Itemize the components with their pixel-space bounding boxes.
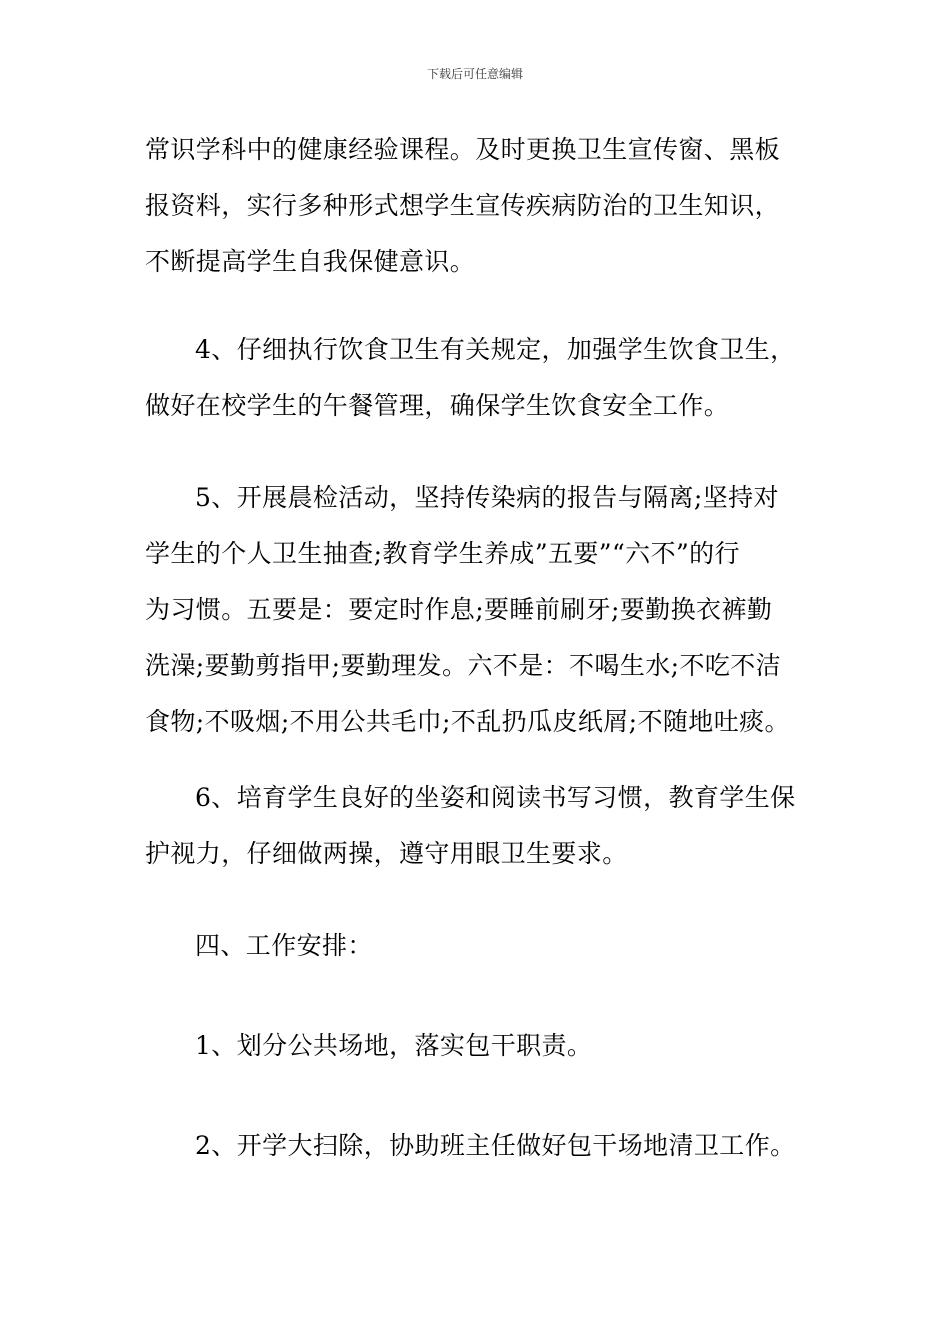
paragraph-line: 报资料，实行多种形式想学生宣传疾病防治的卫生知识， <box>145 191 781 220</box>
paragraph-health-education <box>145 122 810 290</box>
paragraph-item-6 <box>145 770 810 882</box>
paragraph-line: 食物;不吸烟;不用公共毛巾;不乱扔瓜皮纸屑;不随地吐痰。 <box>145 707 790 736</box>
paragraph-line: 常识学科中的健康经验课程。及时更换卫生宣传窗、黑板 <box>145 135 781 164</box>
paragraph-line: 学生的个人卫生抽查;教育学生养成”五要”“六不”的行 <box>145 539 740 568</box>
paragraph-line: 洗澡;要勤剪指甲;要勤理发。六不是：不喝生水;不吃不洁 <box>145 651 782 680</box>
paragraph-line: 为习惯。五要是：要定时作息;要睡前刷牙;要勤换衣裤勤 <box>145 595 773 624</box>
paragraph-item-4 <box>145 322 810 434</box>
section-heading-work-arrangement <box>145 918 810 974</box>
paragraph-line: 四、工作安排： <box>195 931 373 960</box>
paragraph-line: 护视力，仔细做两操，遵守用眼卫生要求。 <box>145 839 628 868</box>
paragraph-line: 1、划分公共场地，落实包干职责。 <box>195 1031 593 1060</box>
page-header-note: 下载后可任意编辑 <box>426 67 523 81</box>
paragraph-line: 4、仔细执行饮食卫生有关规定，加强学生饮食卫生， <box>195 335 796 364</box>
paragraph-arrangement-2 <box>145 1118 810 1174</box>
paragraph-line: 不断提高学生自我保健意识。 <box>145 247 476 276</box>
paragraph-line: 6、培育学生良好的坐姿和阅读书写习惯，教育学生保 <box>195 783 796 812</box>
paragraph-item-5 <box>145 470 810 750</box>
paragraph-arrangement-1 <box>145 1018 810 1074</box>
paragraph-line: 2、开学大扫除，协助班主任做好包干场地清卫工作。 <box>195 1131 796 1160</box>
paragraph-line: 做好在校学生的午餐管理，确保学生饮食安全工作。 <box>145 391 730 420</box>
paragraph-line: 5、开展晨检活动，坚持传染病的报告与隔离;坚持对 <box>195 483 779 512</box>
